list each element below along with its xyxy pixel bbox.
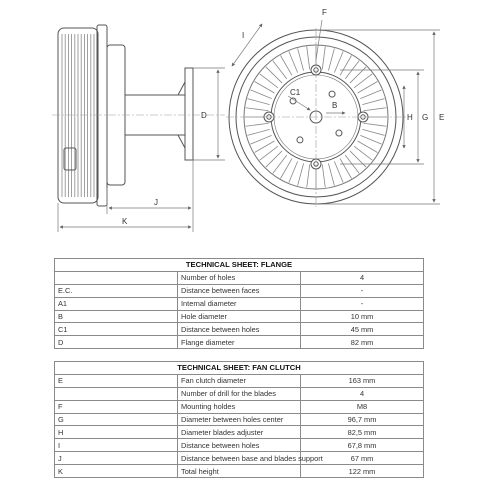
row-value: - xyxy=(301,297,424,310)
radial-fin xyxy=(247,129,269,135)
row-label: Distance between holes xyxy=(178,439,301,452)
row-label: Fan clutch diameter xyxy=(178,374,301,387)
row-label: Number of drill for the blades xyxy=(178,387,301,400)
row-code xyxy=(55,387,178,400)
radial-fin xyxy=(328,163,334,185)
row-label: Total height xyxy=(178,465,301,478)
table-row xyxy=(55,297,424,310)
radial-fin xyxy=(334,161,343,182)
flange-sheet xyxy=(54,258,424,349)
table-row xyxy=(55,400,424,413)
label-b: B xyxy=(332,101,338,110)
flange-hole xyxy=(297,137,303,143)
table-row xyxy=(55,323,424,336)
row-label: Hole diameter xyxy=(178,310,301,323)
row-code: E.C. xyxy=(55,284,178,297)
table-row xyxy=(55,426,424,439)
row-code: J xyxy=(55,452,178,465)
label-e: E xyxy=(439,113,445,122)
row-label: Number of holes xyxy=(178,271,301,284)
flange-title: TECHNICAL SHEET: FLANGE xyxy=(55,259,424,272)
table-row xyxy=(55,439,424,452)
row-code: E xyxy=(55,374,178,387)
dim-f-leader xyxy=(316,20,322,60)
radial-fin xyxy=(298,163,304,185)
row-label: Distance between base and blades support xyxy=(178,452,301,465)
row-value: 67 mm xyxy=(301,452,424,465)
row-value: - xyxy=(301,284,424,297)
label-c1: C1 xyxy=(290,88,301,97)
table-row xyxy=(55,336,424,349)
row-label: Internal diameter xyxy=(178,297,301,310)
row-label: Distance between holes xyxy=(178,323,301,336)
radial-fin xyxy=(322,165,325,188)
flange-title-row xyxy=(55,259,424,272)
flange-plate xyxy=(185,68,193,160)
row-value: 10 mm xyxy=(301,310,424,323)
side-dimensions xyxy=(58,68,225,232)
fan-clutch-title-row xyxy=(55,362,424,375)
row-value: 122 mm xyxy=(301,465,424,478)
flange-neck-top xyxy=(178,82,185,95)
label-g: G xyxy=(422,113,429,122)
radial-fin xyxy=(362,99,384,105)
radial-fin xyxy=(246,108,269,111)
radial-fin xyxy=(334,51,343,72)
label-i: I xyxy=(242,31,245,40)
row-code: C1 xyxy=(55,323,178,336)
dim-i-line xyxy=(232,24,262,66)
table-row xyxy=(55,387,424,400)
label-f: F xyxy=(322,8,327,17)
row-code: A1 xyxy=(55,297,178,310)
row-value: 82 mm xyxy=(301,336,424,349)
row-label: Distance between faces xyxy=(178,284,301,297)
radial-fin xyxy=(289,161,298,182)
row-label: Mounting holdes xyxy=(178,400,301,413)
radial-fin xyxy=(246,123,269,126)
radial-fin xyxy=(289,51,298,72)
side-fins xyxy=(62,34,94,197)
table-row xyxy=(55,284,424,297)
row-label: Diameter between holes center xyxy=(178,413,301,426)
radial-fin xyxy=(250,90,271,99)
radial-fin xyxy=(360,135,381,144)
table-row xyxy=(55,310,424,323)
row-code: D xyxy=(55,336,178,349)
radial-fin xyxy=(247,99,269,105)
radial-fin xyxy=(328,48,334,70)
row-code: I xyxy=(55,439,178,452)
radial-fin xyxy=(362,129,384,135)
row-code: B xyxy=(55,310,178,323)
row-value: 163 mm xyxy=(301,374,424,387)
table-row xyxy=(55,271,424,284)
row-label: Diameter blades adjuster xyxy=(178,426,301,439)
flange-neck-bottom xyxy=(178,135,185,148)
row-code: F xyxy=(55,400,178,413)
row-code: H xyxy=(55,426,178,439)
row-value: 4 xyxy=(301,387,424,400)
radial-fin xyxy=(360,90,381,99)
flange-hole xyxy=(329,91,335,97)
label-j: J xyxy=(154,198,158,207)
radial-fin xyxy=(364,108,387,111)
radial-fin xyxy=(298,48,304,70)
radial-fin xyxy=(307,47,310,70)
row-value: M8 xyxy=(301,400,424,413)
radial-fin xyxy=(364,123,387,126)
row-value: 82,5 mm xyxy=(301,426,424,439)
table-row xyxy=(55,374,424,387)
table-row xyxy=(55,465,424,478)
row-value: 4 xyxy=(301,271,424,284)
row-value: 67,8 mm xyxy=(301,439,424,452)
fan-clutch-drawing xyxy=(0,0,500,240)
row-code: K xyxy=(55,465,178,478)
housing-window xyxy=(64,148,76,170)
fan-clutch-title: TECHNICAL SHEET: FAN CLUTCH xyxy=(55,362,424,375)
table-row xyxy=(55,413,424,426)
radial-fin xyxy=(307,165,310,188)
row-code: G xyxy=(55,413,178,426)
flange-hole xyxy=(336,130,342,136)
row-code xyxy=(55,271,178,284)
label-k: K xyxy=(122,217,128,226)
radial-fin xyxy=(250,135,271,144)
table-row xyxy=(55,452,424,465)
label-h: H xyxy=(407,113,413,122)
fan-clutch-sheet xyxy=(54,361,424,478)
radial-fin xyxy=(322,47,325,70)
row-value: 45 mm xyxy=(301,323,424,336)
row-label: Flange diameter xyxy=(178,336,301,349)
side-view xyxy=(52,25,225,206)
label-d: D xyxy=(201,111,207,120)
row-value: 96,7 mm xyxy=(301,413,424,426)
